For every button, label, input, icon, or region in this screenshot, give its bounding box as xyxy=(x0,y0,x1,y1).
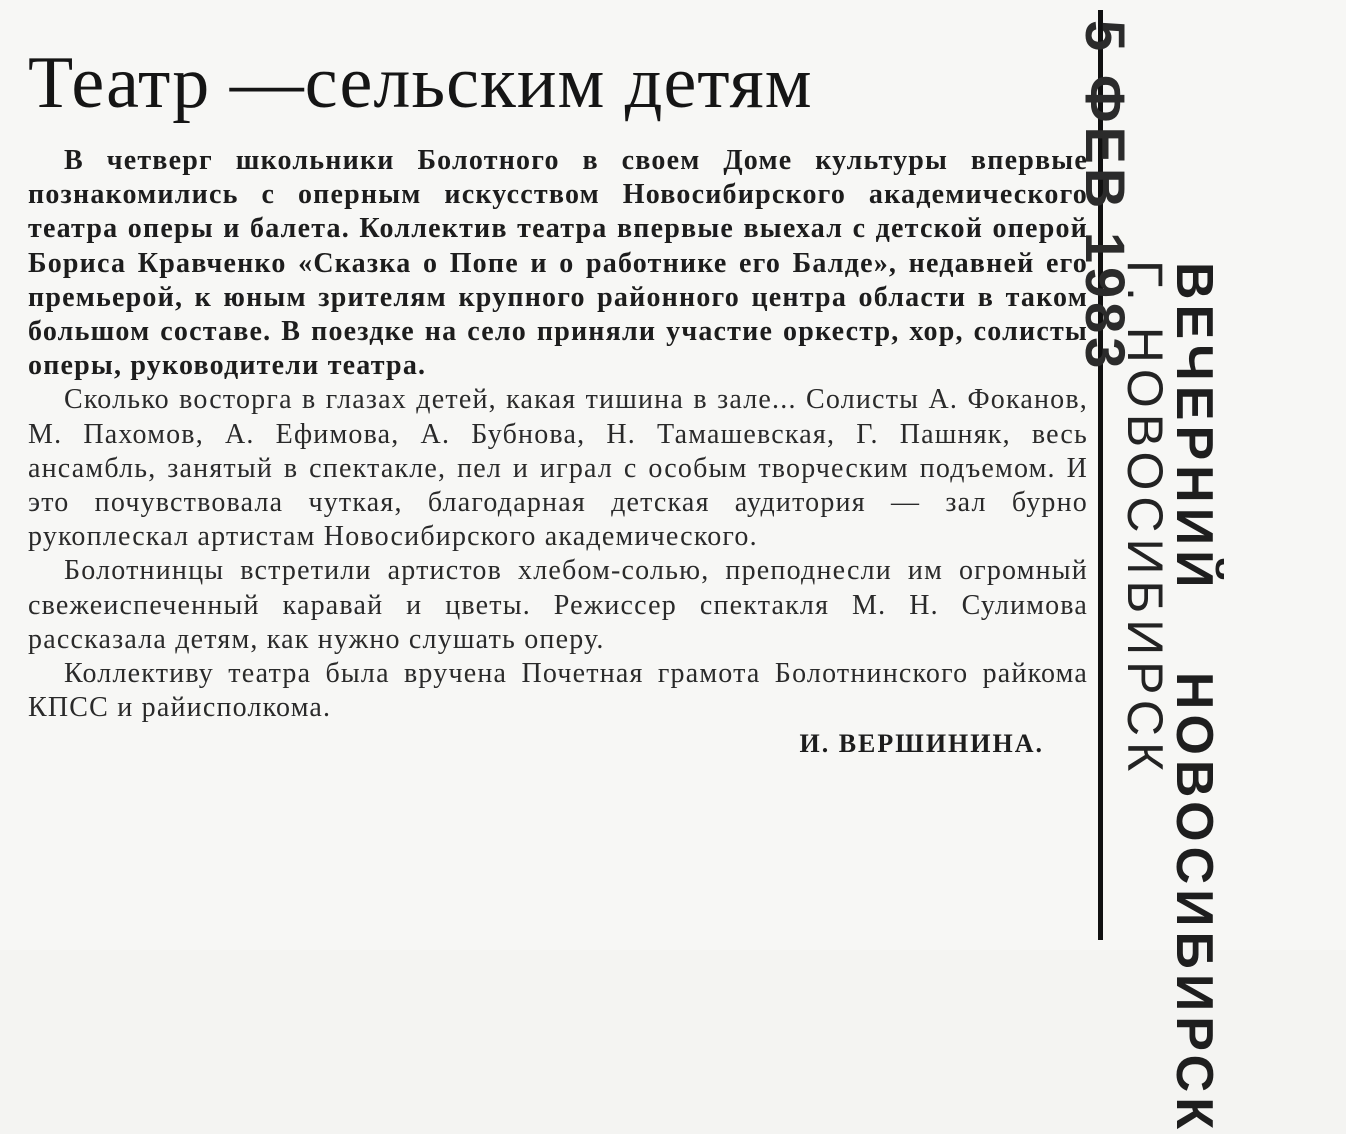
article-body xyxy=(28,144,1088,725)
article-byline: И. ВЕРШИНИНА. xyxy=(799,729,1044,759)
stamp-newspaper-text: ВЕЧЕРНИЙ НОВОСИБИРСК xyxy=(1165,262,1223,1134)
article-headline: Театр —сельским детям xyxy=(28,42,813,124)
stamp-newspaper xyxy=(1165,262,1286,1134)
article-paragraph-2: Сколько восторга в глазах детей, какая тишина в зале... Солисты А. Фоканов, М. Пахомов, А. Ефимова, А. Бубнова, Н. Тамашевская, Г. Пашняк, весь ансамбль, занятый в спектакле, пел и играл с особым творческим подъемом. И это почувствовала чуткая, благодарная детская аудитория — зал бурно рукоплескал артистам Новосибирского академического. xyxy=(28,384,1088,553)
article-paragraph-4: Коллективу театра была вручена Почетная грамота Болотнинского райкома КПСС и райисполкома. xyxy=(28,658,1088,724)
article-column xyxy=(28,38,1088,938)
stamp-city-text: Г. НОВОСИБИРСК xyxy=(1117,260,1173,778)
article-paragraph-1: В четверг школьники Болотного в своем Доме культуры впервые познакомились с оперным искусством Новосибирского академического театра оперы и балета. Коллектив театра впервые выехал с детской оперой Бориса Кравченко «Сказка о Попе и о работнике его Балде», недавней его премьерой, к юным зрителям крупного районного центра области в таком большом составе. В поездке на село приняли участие оркестр, хор, солисты оперы, руководители театра. xyxy=(28,145,1088,382)
stamp-date-text: 5 ФЕВ 1983 xyxy=(1074,20,1137,373)
article-paragraph-3: Болотнинцы встретили артистов хлебом-солью, преподнесли им огромный свежеиспеченный каравай и цветы. Режиссер спектакля М. Н. Сулимова рассказала детям, как нужно слушать оперу. xyxy=(28,555,1088,655)
